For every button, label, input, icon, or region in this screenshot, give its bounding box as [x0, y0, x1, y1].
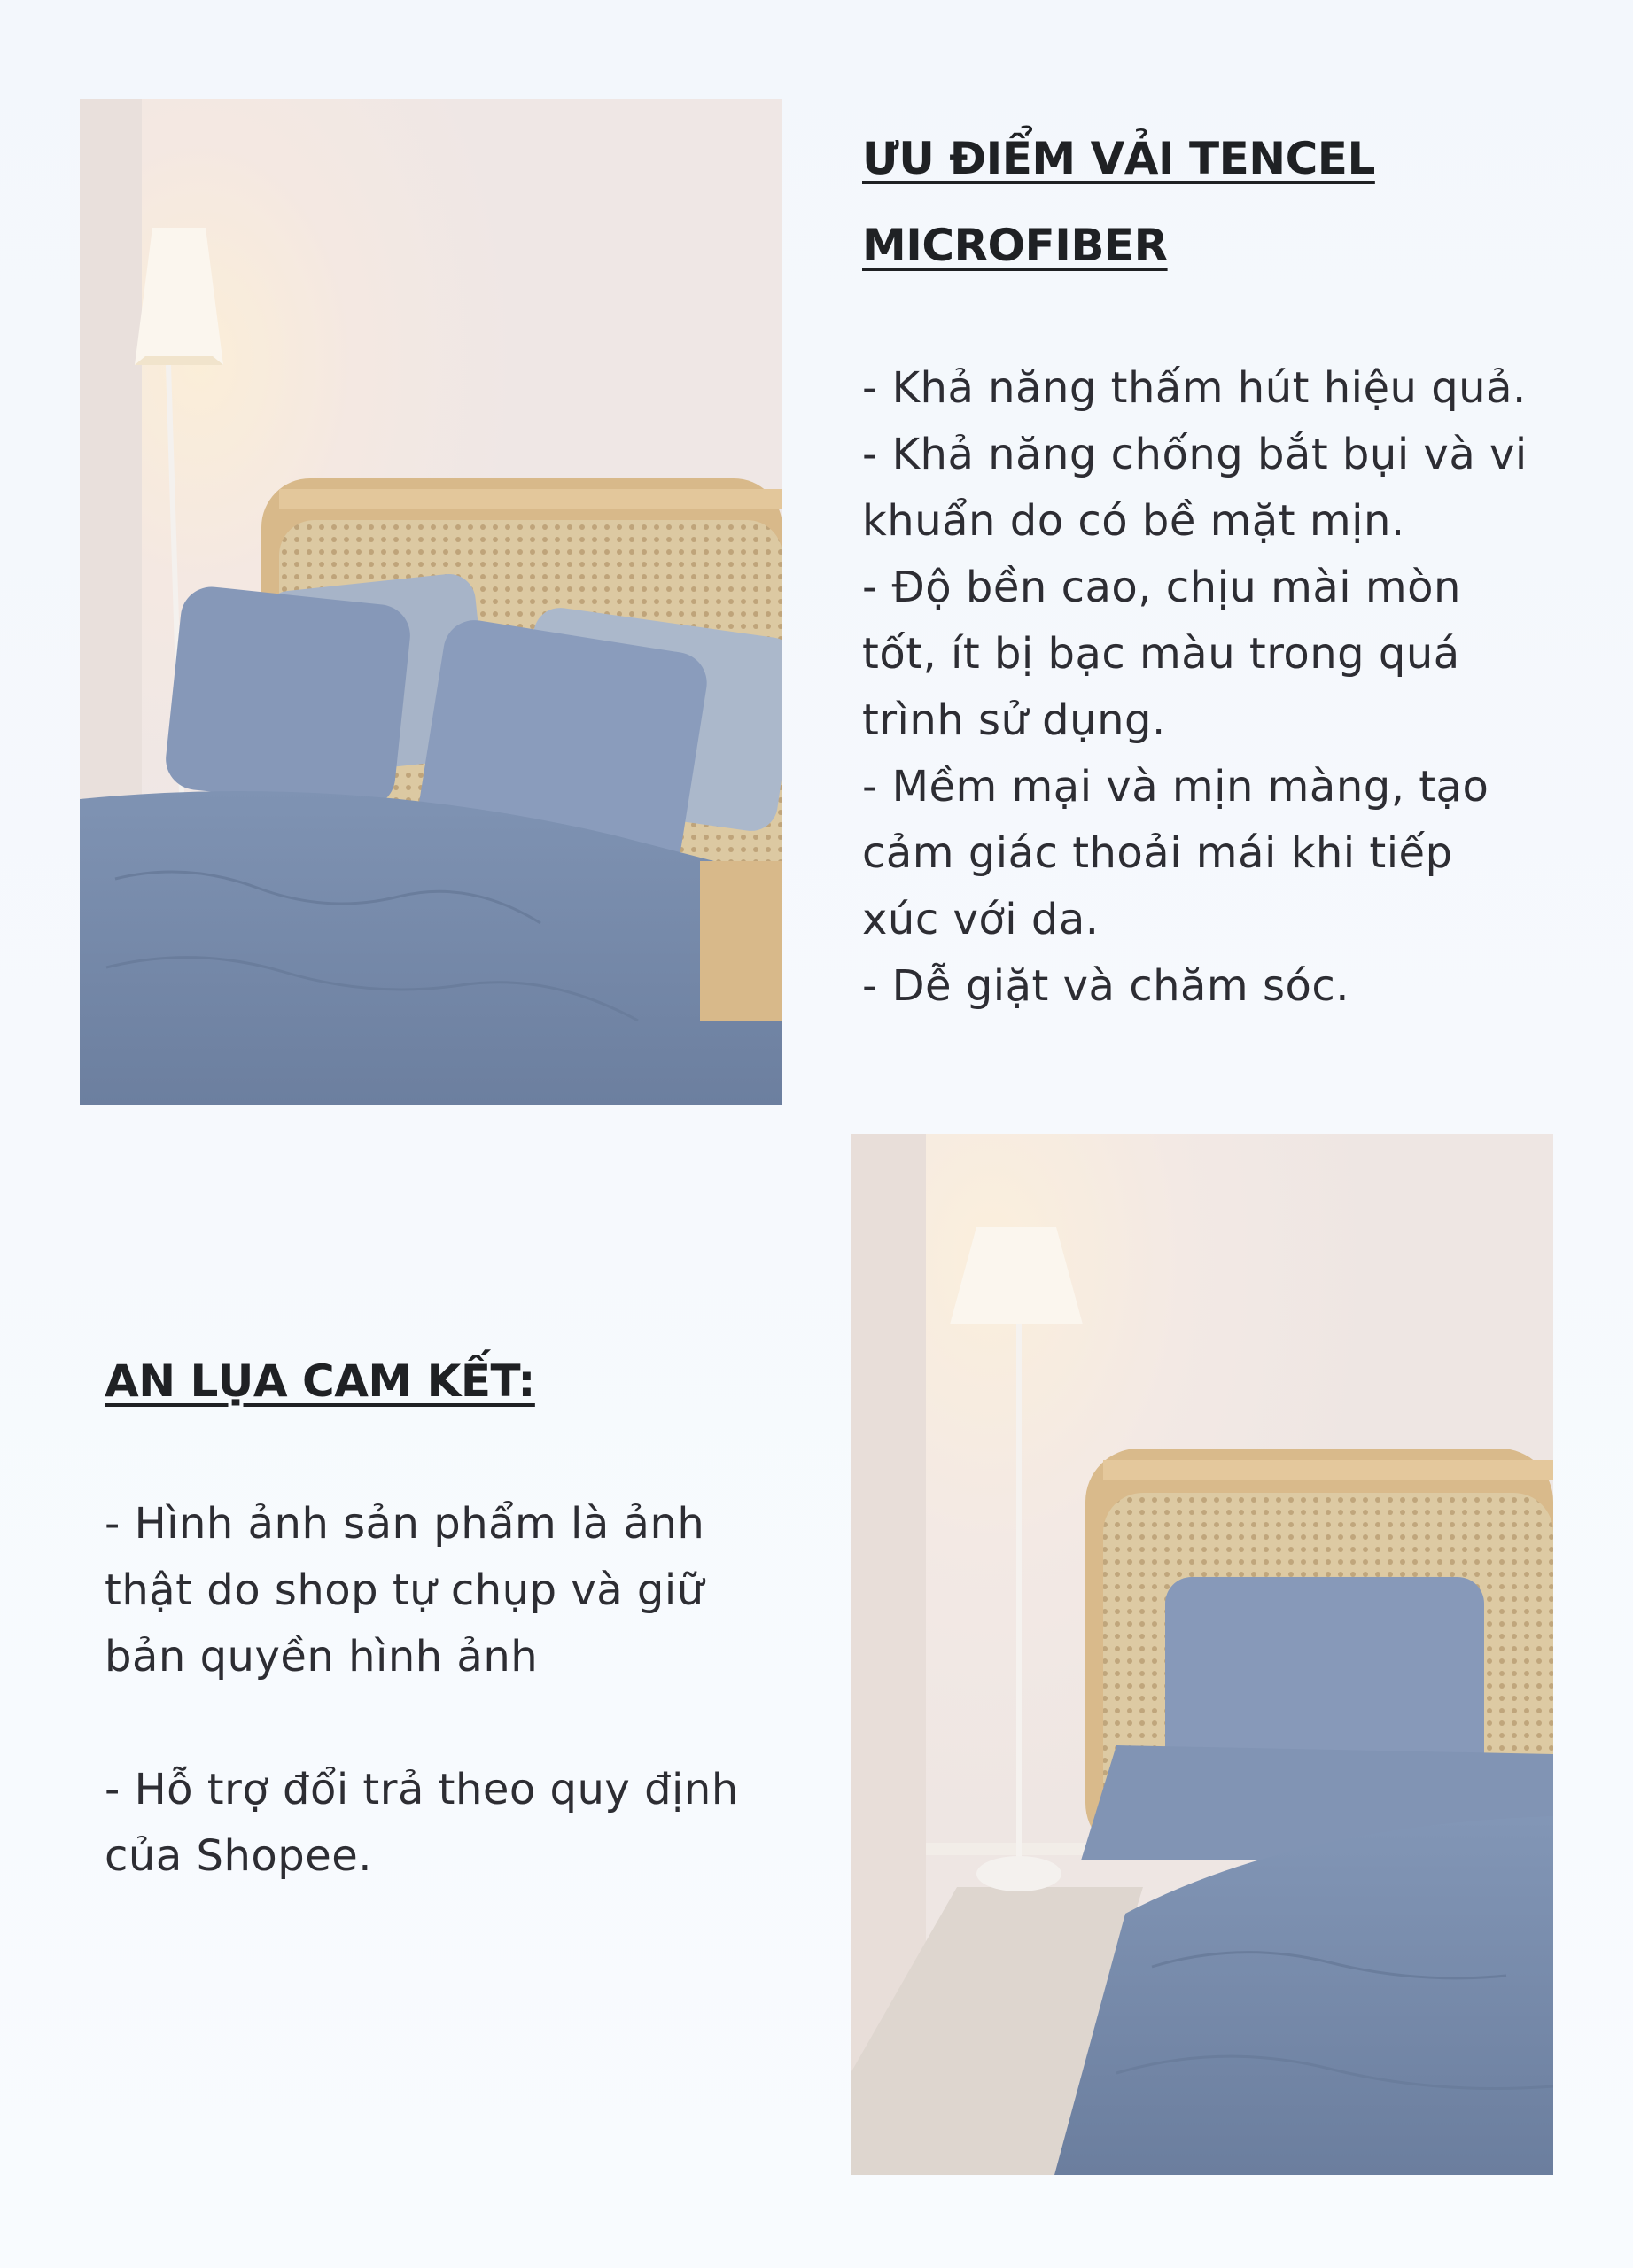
bedroom-illustration-2 [851, 1134, 1553, 2175]
tencel-heading-line-2: MICROFIBER [862, 220, 1168, 271]
bed-photo-single-pillow [851, 1134, 1553, 2175]
commitment-line-1: - Hình ảnh sản phẩm là ảnh [105, 1499, 705, 1549]
benefit-line-10: - Dễ giặt và chăm sóc. [862, 961, 1349, 1011]
benefit-line-4: - Độ bền cao, chịu mài mòn [862, 563, 1461, 612]
commitment-line-3: bản quyền hình ảnh [105, 1632, 539, 1682]
bedroom-illustration-1 [80, 99, 782, 1105]
benefit-line-6: trình sử dụng. [862, 695, 1166, 745]
commitment-section [105, 1338, 813, 1890]
commitment-line-5: của Shopee. [105, 1831, 373, 1881]
benefit-line-3: khuẩn do có bề mặt mịn. [862, 496, 1405, 546]
benefit-line-7: - Mềm mại và mịn màng, tạo [862, 762, 1489, 812]
tencel-benefits-section [862, 115, 1571, 1020]
bed-photo-double-pillows [80, 99, 782, 1105]
benefit-line-5: tốt, ít bị bạc màu trong quá [862, 629, 1460, 679]
benefit-line-2: - Khả năng chống bắt bụi và vi [862, 430, 1528, 479]
benefit-line-9: xúc với da. [862, 895, 1100, 944]
commitment-heading: AN LỤA CAM KẾT: [105, 1355, 535, 1407]
commitment-line-4: - Hỗ trợ đổi trả theo quy định [105, 1765, 739, 1814]
commitment-line-2: thật do shop tự chụp và giữ [105, 1565, 704, 1615]
benefit-line-8: cảm giác thoải mái khi tiếp [862, 828, 1453, 878]
benefit-line-1: - Khả năng thấm hút hiệu quả. [862, 363, 1527, 413]
tencel-heading-line-1: ƯU ĐIỂM VẢI TENCEL [862, 133, 1375, 184]
